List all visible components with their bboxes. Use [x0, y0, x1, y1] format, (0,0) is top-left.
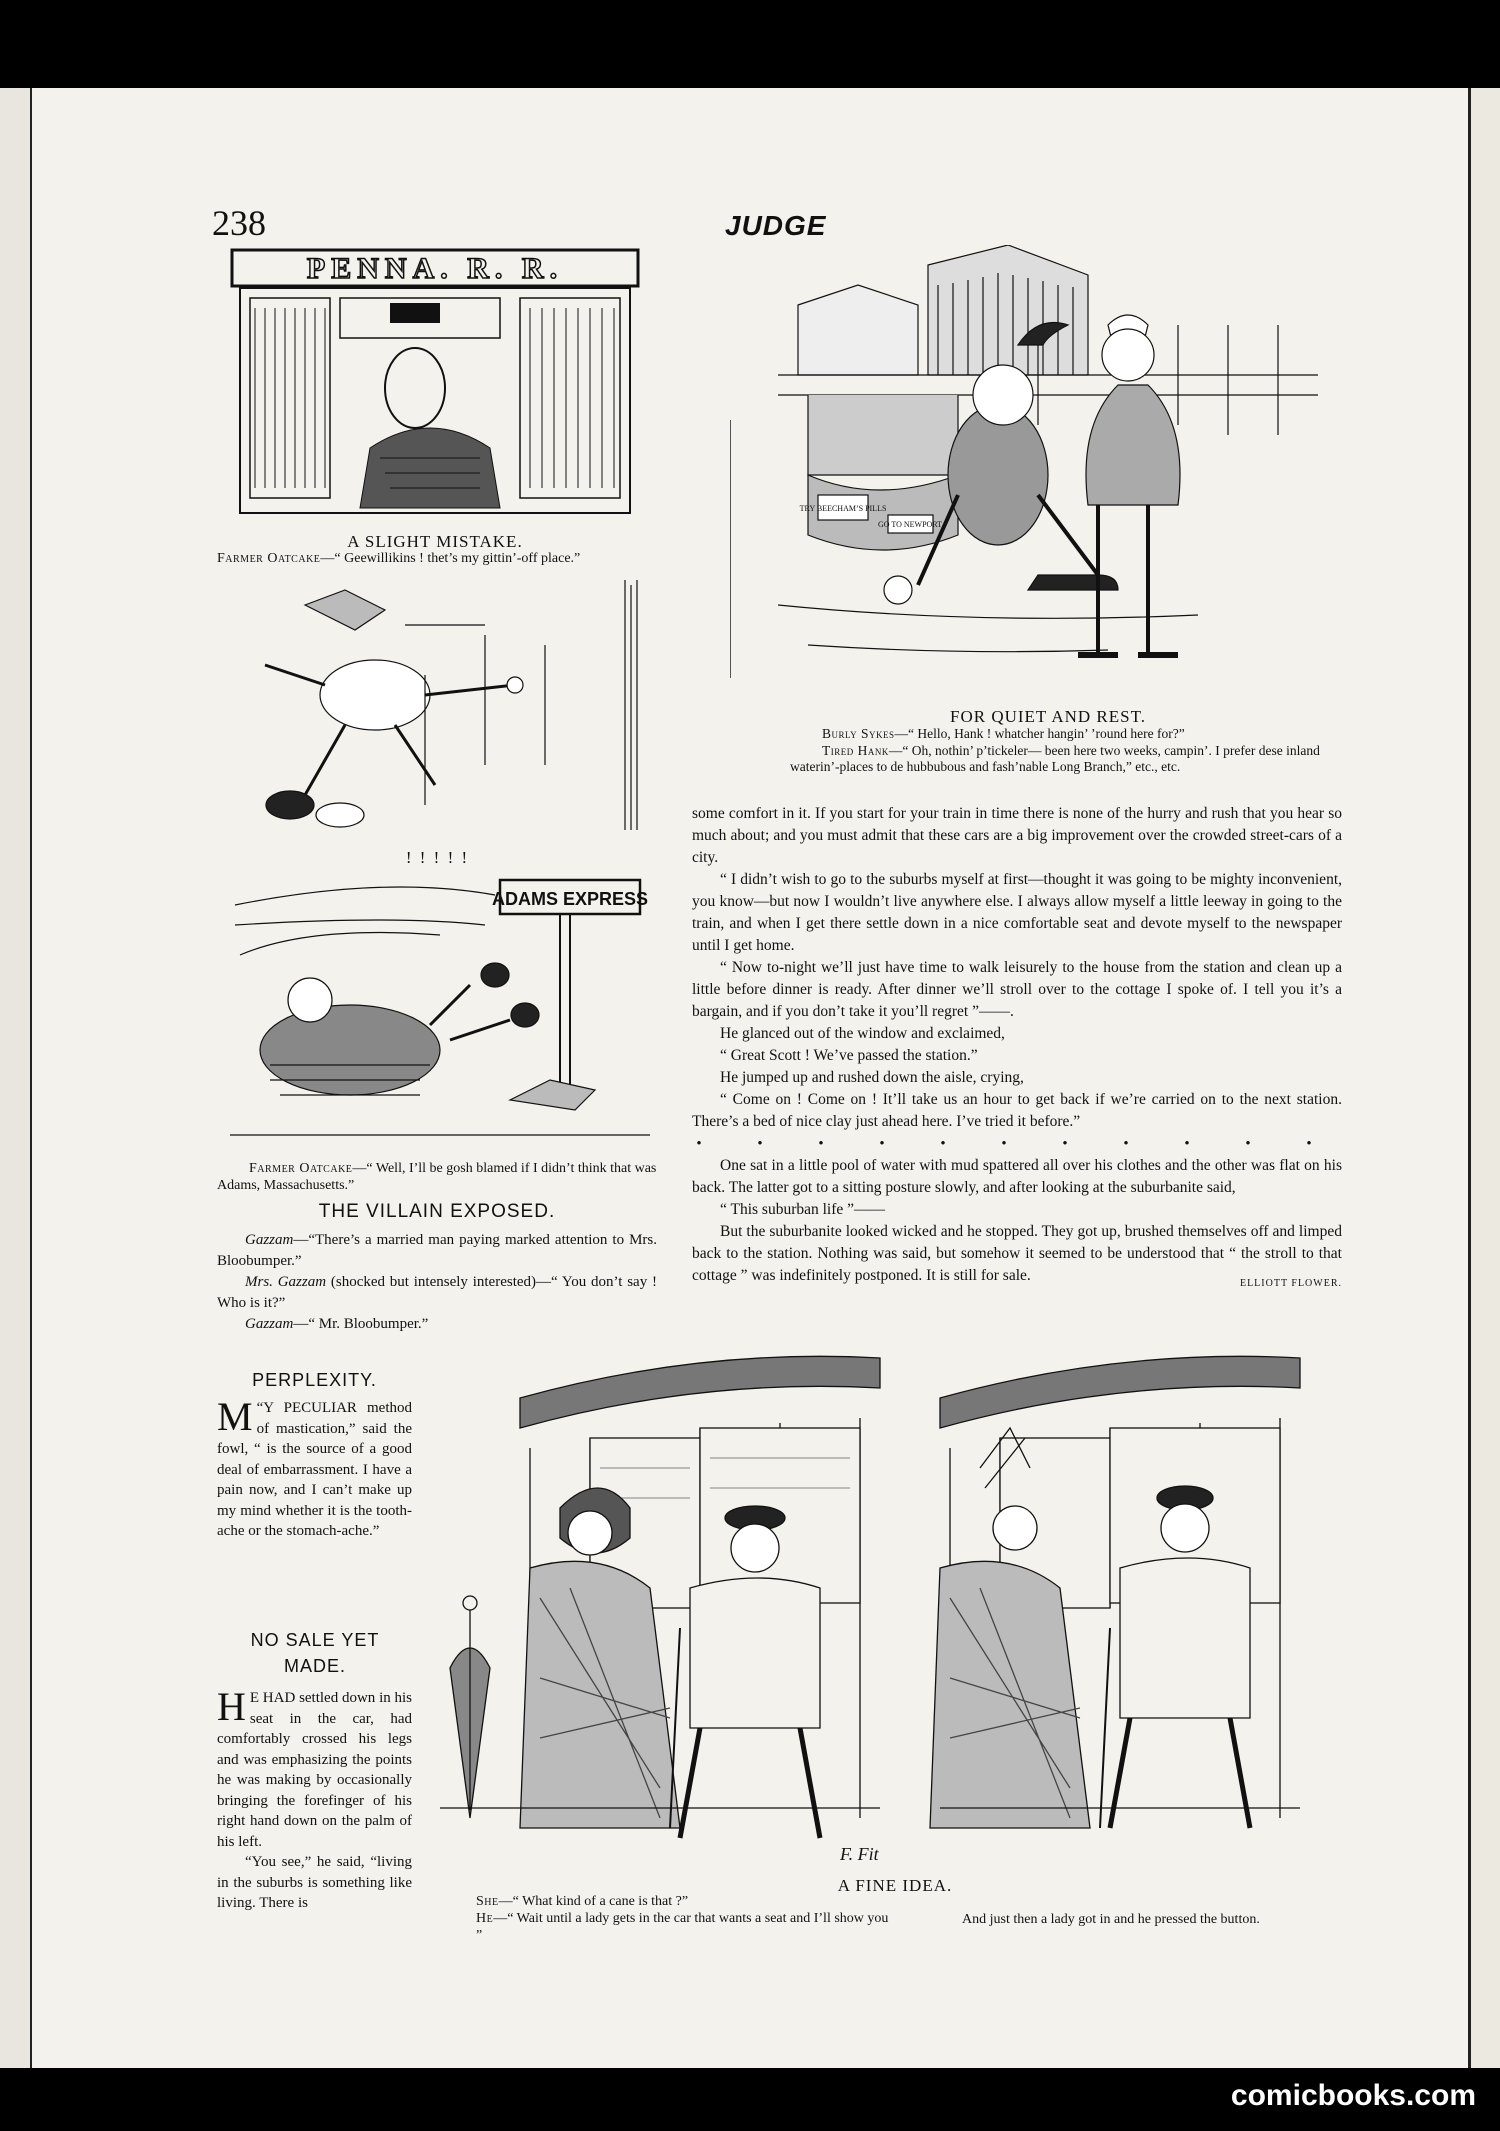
story-paragraph: some comfort in it. If you start for your train in time there is none of the hurry and rush that you hear so much about; and you must admit that these cars are a big improvement over the crowded street-cars of a city. [692, 805, 1342, 866]
story-paragraph: He jumped up and rushed down the aisle, crying, [720, 1069, 1024, 1086]
train-car-drawing [230, 248, 640, 518]
adams-sign: ADAMS EXPRESS [491, 889, 649, 909]
quiet-rest-caption [790, 726, 1346, 776]
speaker: Farmer Oatcake [217, 551, 321, 566]
perplexity-text [217, 1394, 412, 1542]
no-sale-text [217, 1684, 412, 1914]
fine-idea-caption-right: And just then a lady got in and he pressed the button. [962, 1912, 1260, 1927]
speaker: Gazzam [245, 1232, 294, 1248]
slight-mistake-title: A SLIGHT MISTAKE. [347, 532, 523, 551]
artist-signature: F. Fit [840, 1844, 879, 1864]
masthead: JUDGE [725, 210, 827, 241]
line: —“ Mr. Bloobumper.” [293, 1316, 429, 1332]
story-paragraph: But the suburbanite looked wicked and he stopped. They got up, brushed themselves off and limped back to the station. Nothing was said, but somehow it seemed to be understood that “ the stroll to that cottage ” was indefinitely postponed. It is still for sale. [692, 1223, 1342, 1284]
author-credit: ELLIOTT FLOWER. [1239, 1278, 1342, 1289]
no-sale-body-2: “You see,” he said, “living in the suburbs is something like living. There is [217, 1854, 412, 1911]
fine-idea-caption-left [440, 1893, 890, 1944]
story-paragraph: One sat in a little pool of water with mud spattered all over his clothes and the other was flat on his back. The latter got to a sitting posture slowly, and after looking at the suburbanite said, [692, 1157, 1342, 1196]
story-paragraph: He glanced out of the window and exclaimed, [720, 1025, 1005, 1042]
speaker: Burly Sykes [822, 726, 895, 741]
speaker: She [476, 1894, 499, 1909]
quote: —“ Wait until a lady gets in the car that wants a seat and I’ll show you ” [476, 1911, 889, 1943]
no-sale-title: NO SALE YET MADE. [250, 1630, 380, 1676]
no-sale-body: E HAD settled down in his seat in the car, had comfortably crossed his legs and was emphasizing the points he was making by occasionally bringing the forefinger of his right hand down on the palm of his left. [217, 1690, 412, 1850]
quote: —“ What kind of a cane is that ?” [498, 1894, 689, 1909]
story-text [692, 803, 1342, 1295]
quiet-rest-title: FOR QUIET AND REST. [950, 707, 1146, 726]
speaker: Mrs. Gazzam [245, 1274, 327, 1290]
villain-title: THE VILLAIN EXPOSED. [318, 1201, 556, 1222]
pill-sign: TRY BEECHAM’S PILLS [799, 504, 887, 513]
penna-sign: PENNA. R. R. [306, 252, 564, 285]
dropcap: H [217, 1684, 246, 1729]
quote: —“ Well, I’ll be gosh blamed if I didn’t think that was Adams, Massachusetts.” [217, 1161, 657, 1193]
quote: —“ Hello, Hank ! whatcher hangin’ ’round here for?” [894, 726, 1185, 741]
perplexity-body: Y PECULIAR method of mastication,” said the fowl, “ is the source of a good deal of embarrassment. I have a pain now, and I can’t make up my mind whether it is the tooth-ache or the stomach-ache.” [217, 1400, 412, 1539]
page-binding-edge [0, 88, 32, 2068]
story-paragraph: “ I didn’t wish to go to the suburbs myself at first—thought it was going to be mighty inconvenient, you know—but now I wouldn’t live anywhere else. I always allow myself a little leeway in going to the train, and when I get there settle down in a nice comfortable seat and devote myself to the newspaper until I get home. [692, 871, 1342, 954]
story-paragraph: “ Now to-night we’ll just have time to walk leisurely to the house from the station and clean up a little before dinner is ready. After dinner we’ll stroll over to the cottage I spoke of. I tell you it’s a bargain, and if you don’t take it you’ll regret ”——. [692, 959, 1342, 1020]
perplexity-title: PERPLEXITY. [252, 1370, 377, 1390]
speaker: He [476, 1911, 494, 1926]
exclaim-caption: ! ! ! ! ! [405, 848, 470, 867]
newport-sign: GO TO NEWPORT [877, 520, 943, 529]
fine-idea-title: A FINE IDEA. [837, 1876, 953, 1895]
line: (shocked but intensely interested)—“ You don’t say ! Who is it?” [217, 1274, 658, 1311]
speaker: Tired Hank [822, 742, 889, 758]
quote: —“ Oh, nothin’ p’tickeler— been here two weeks, campin’. I prefer dese inland waterin’-places to de hubbubous and fash’nable Long Branch,” etc., etc. [790, 742, 1320, 774]
open-quote: “ [256, 1400, 264, 1416]
falling-man-drawing [225, 575, 650, 840]
page-number: 238 [212, 203, 266, 243]
adams-caption [217, 1160, 657, 1194]
slight-mistake-caption [217, 550, 677, 567]
adams-express-drawing [230, 875, 650, 1150]
story-paragraph: “ This suburban life ”—— [720, 1201, 886, 1218]
speaker: Farmer Oatcake [249, 1161, 353, 1176]
section-dots: • • • • • • • • • • • [696, 1136, 1338, 1152]
story-paragraph: “ Great Scott ! We’ve passed the station.” [720, 1047, 978, 1064]
villain-text [217, 1230, 657, 1335]
column-rule [730, 420, 731, 678]
watermark: comicbooks.com [1230, 2079, 1476, 2112]
dropcap: M [217, 1394, 253, 1439]
streetcar-drawing [440, 1338, 1350, 1868]
tramp-drawing [778, 245, 1318, 695]
story-paragraph: “ Come on ! Come on ! It’ll take us an hour to get back if we’re carried on to the next station. There’s a bed of nice clay just ahead here. I’ve tried it before.” [692, 1091, 1342, 1130]
adjacent-page-edge [1468, 88, 1500, 2068]
speaker: Gazzam [245, 1316, 294, 1332]
quote: —“ Geewillikins ! thet’s my gittin’-off place.” [320, 551, 581, 566]
line: —“There’s a married man paying marked attention to Mrs. Bloobumper.” [217, 1232, 657, 1269]
